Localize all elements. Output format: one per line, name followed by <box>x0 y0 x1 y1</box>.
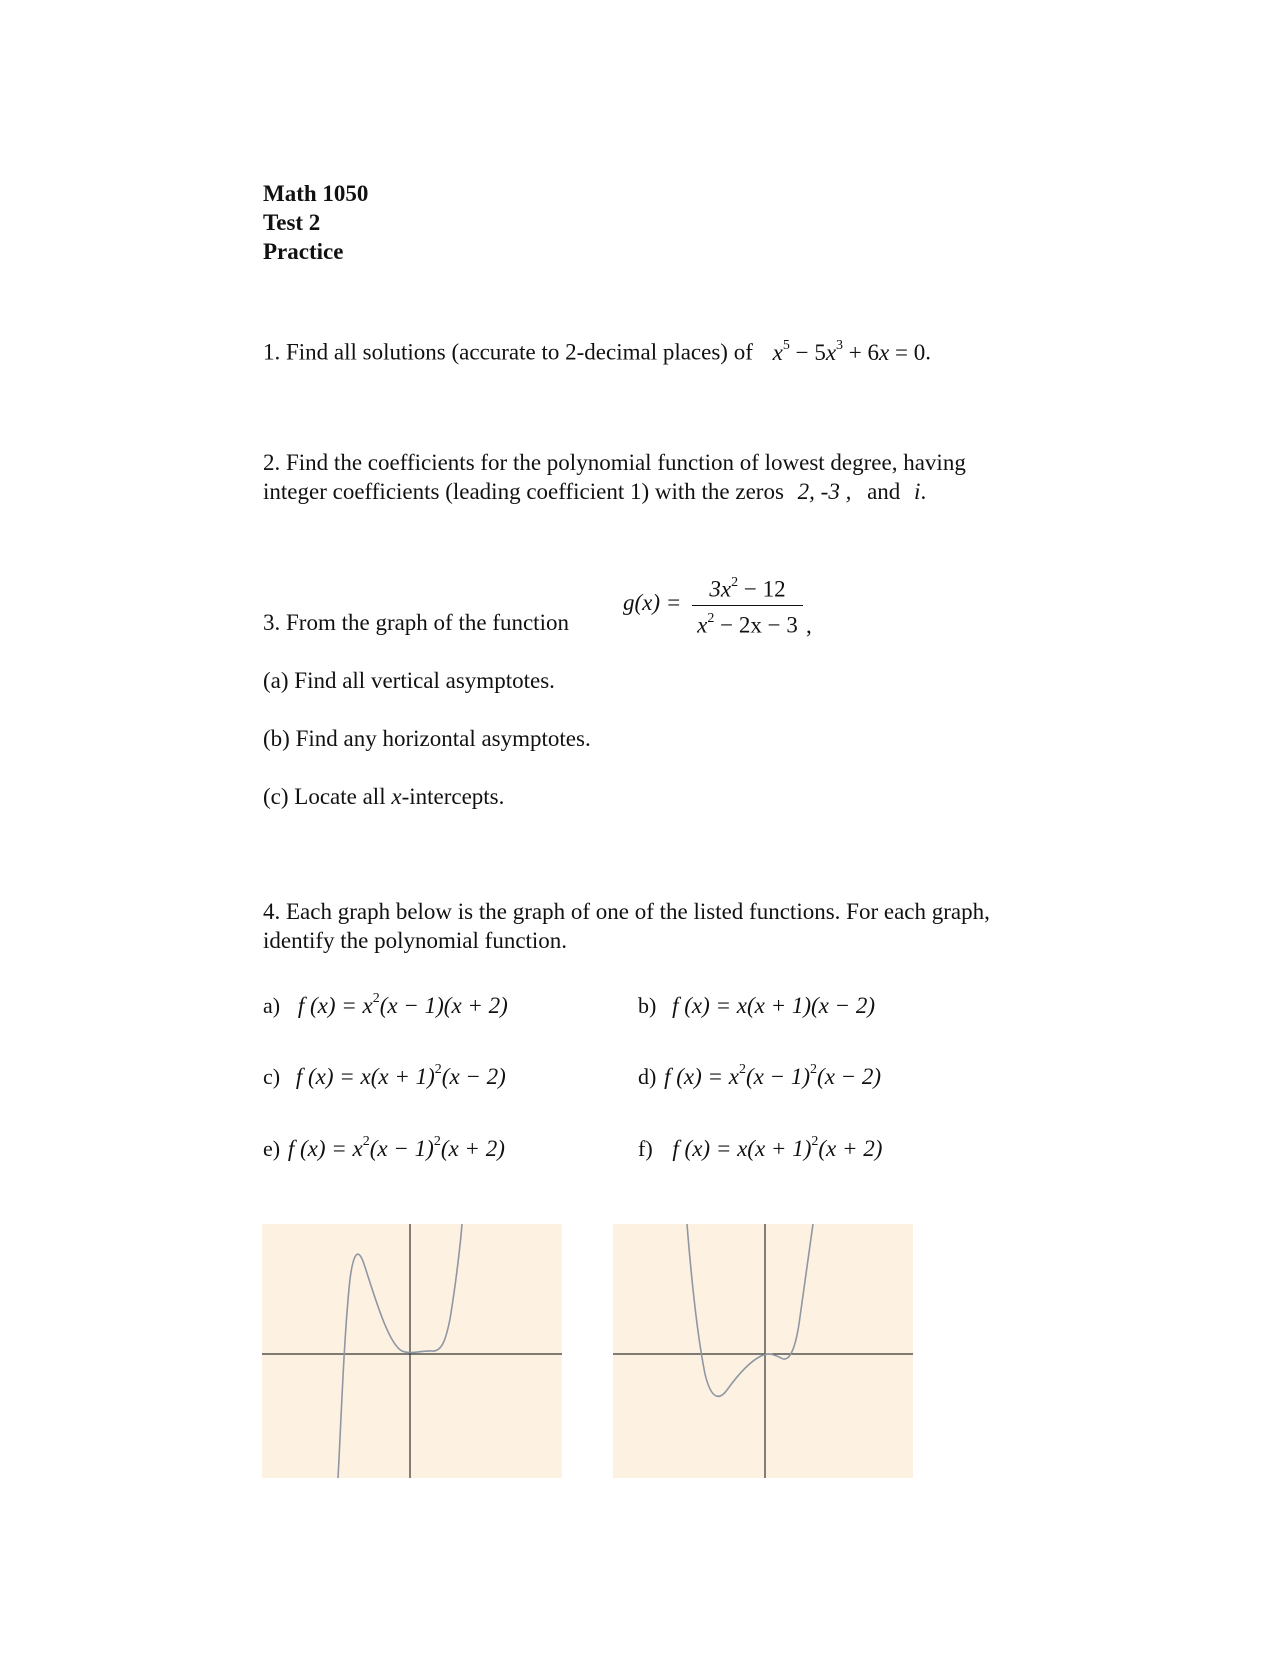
fraction-numerator: $3x^2 - 12$ <box>709 575 786 602</box>
question-2-line-1: 2. Find the coefficients for the polynomial function of lowest degree, having <box>263 450 966 475</box>
option-a-label: a) <box>263 993 281 1018</box>
option-d-label: d) <box>638 1064 657 1089</box>
option-d-formula: f $(x) = x^2(x - 1)^2(x - 2)$ <box>664 1062 882 1089</box>
zero-i: i <box>914 479 921 504</box>
option-e-formula: f $(x) = x^2(x - 1)^2(x + 2)$ <box>287 1134 505 1161</box>
function-g-fraction <box>690 570 805 640</box>
practice-label: Practice <box>263 239 344 264</box>
question-4-line-1: 4. Each graph below is the graph of one of the listed functions. For each graph, <box>263 899 990 924</box>
question-3-text: 3. From the graph of the function <box>263 610 569 635</box>
question-3b: (b) Find any horizontal asymptotes. <box>263 726 591 751</box>
option-c-formula: f $(x) = x(x + 1)^2(x - 2)$ <box>295 1062 506 1089</box>
graph-1-svg <box>262 1224 562 1478</box>
question-1-text: 1. Find all solutions (accurate to 2-decimal places) of <box>263 339 753 365</box>
option-e-label: e) <box>263 1136 281 1161</box>
option-a-formula: f $(x) = x^2(x - 1)(x + 2)$ <box>297 991 508 1018</box>
option-f <box>638 1136 882 1162</box>
graph-2-background <box>613 1224 913 1478</box>
question-3c: (c) Locate all x-intercepts. <box>263 784 505 809</box>
option-b-label: b) <box>638 993 657 1018</box>
graph-2 <box>613 1224 913 1478</box>
graph-2-svg <box>613 1224 913 1478</box>
question-2-line-2: integer coefficients (leading coefficient 1) with the zeros 2, -3 , and i. <box>263 479 927 504</box>
option-d <box>638 1064 881 1090</box>
option-b <box>638 993 875 1019</box>
test-title: Test 2 <box>263 210 321 235</box>
question-4-line-2: identify the polynomial function. <box>263 928 568 953</box>
question-1: 1. Find all solutions (accurate to 2-decimal places) of $x^5 - 5x^3 + 6x = 0$. <box>263 338 931 365</box>
option-b-formula: f (x) = x(x + 1)(x − 2) <box>672 993 876 1018</box>
function-g-lhs: g(x) = <box>623 590 682 615</box>
option-e <box>263 1136 505 1162</box>
course-title: Math 1050 <box>263 181 369 206</box>
fraction-comma: , <box>806 613 812 638</box>
question-3a: (a) Find all vertical asymptotes. <box>263 668 555 693</box>
option-f-label: f) <box>638 1136 653 1161</box>
zeros-list: 2, -3 , <box>797 479 852 504</box>
option-c <box>263 1064 506 1090</box>
option-a <box>263 993 508 1019</box>
graph-1-background <box>262 1224 562 1478</box>
option-c-label: c) <box>263 1064 281 1089</box>
question-1-equation: $x^5 - 5x^3 + 6x = 0$ <box>772 338 926 365</box>
fraction-denominator: $x^2 - 2x - 3$ <box>697 610 798 638</box>
graph-1 <box>262 1224 562 1478</box>
option-f-formula: f $(x) = x(x + 1)^2(x + 2)$ <box>672 1134 883 1161</box>
